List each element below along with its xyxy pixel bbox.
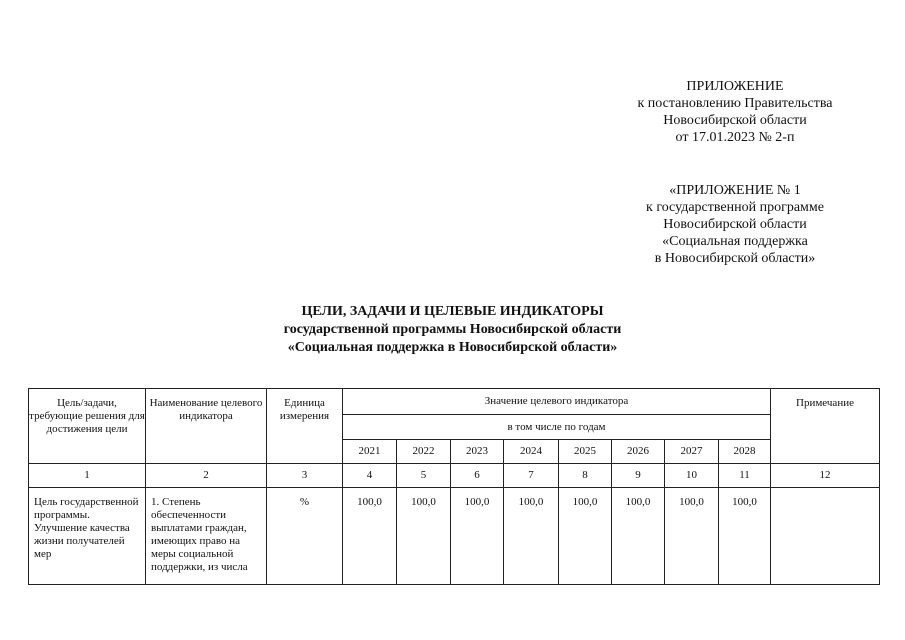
column-number: 4 xyxy=(343,464,397,488)
appendix-line: «Социальная поддержка xyxy=(662,234,808,249)
header-year: 2021 xyxy=(343,440,397,464)
value-cell: 100,0 xyxy=(665,488,719,585)
header-year: 2026 xyxy=(612,440,665,464)
header-by-year: в том числе по годам xyxy=(343,415,771,440)
table-row xyxy=(29,488,880,585)
column-number: 10 xyxy=(665,464,719,488)
column-number: 12 xyxy=(771,464,880,488)
column-number: 5 xyxy=(397,464,451,488)
appendix-line: к постановлению Правительства xyxy=(637,96,833,111)
appendix-line: от 17.01.2023 № 2-п xyxy=(675,130,795,145)
column-number: 1 xyxy=(29,464,146,488)
value-cell: 100,0 xyxy=(612,488,665,585)
column-number: 2 xyxy=(146,464,267,488)
header-year: 2027 xyxy=(665,440,719,464)
column-number-row xyxy=(29,464,880,488)
value-cell: 100,0 xyxy=(719,488,771,585)
indicator-cell: 1. Степень обеспеченности выплатами граждан, имеющих право на меры социальной поддержки, из числа xyxy=(146,488,267,585)
appendix-line: Новосибирской области xyxy=(663,113,807,128)
header-unit: Единица измерения xyxy=(267,389,343,464)
header-goal: Цель/задачи, требующие решения для достижения цели xyxy=(29,389,146,464)
column-number: 9 xyxy=(612,464,665,488)
value-cell: 100,0 xyxy=(559,488,612,585)
title-line: ЦЕЛИ, ЗАДАЧИ И ЦЕЛЕВЫЕ ИНДИКАТОРЫ xyxy=(301,304,604,319)
note-cell xyxy=(771,488,880,585)
header-indicator: Наименование целевого индикатора xyxy=(146,389,267,464)
document-title xyxy=(0,303,905,357)
appendix-government-resolution xyxy=(600,78,870,146)
header-year: 2024 xyxy=(504,440,559,464)
header-year: 2023 xyxy=(451,440,504,464)
appendix-state-program xyxy=(600,182,870,267)
appendix-line: Новосибирской области xyxy=(663,217,807,232)
value-cell: 100,0 xyxy=(451,488,504,585)
value-cell: 100,0 xyxy=(504,488,559,585)
value-cell: 100,0 xyxy=(397,488,451,585)
column-number: 6 xyxy=(451,464,504,488)
appendix-line: в Новосибирской области» xyxy=(654,251,816,266)
column-number: 11 xyxy=(719,464,771,488)
header-note: Примечание xyxy=(771,389,880,464)
header-year: 2022 xyxy=(397,440,451,464)
goal-cell: Цель государственной программы. Улучшение качества жизни получателей мер xyxy=(29,488,146,585)
header-year: 2025 xyxy=(559,440,612,464)
column-number: 8 xyxy=(559,464,612,488)
value-cell: 100,0 xyxy=(343,488,397,585)
title-line: «Социальная поддержка в Новосибирской области» xyxy=(287,340,618,355)
title-line: государственной программы Новосибирской области xyxy=(283,322,622,337)
column-number: 3 xyxy=(267,464,343,488)
unit-cell: % xyxy=(267,488,343,585)
column-number: 7 xyxy=(504,464,559,488)
appendix-line: ПРИЛОЖЕНИЕ xyxy=(686,79,784,94)
appendix-line: «ПРИЛОЖЕНИЕ № 1 xyxy=(669,183,801,198)
indicators-table xyxy=(28,388,880,585)
header-year: 2028 xyxy=(719,440,771,464)
appendix-line: к государственной программе xyxy=(646,200,824,215)
header-indicator-value: Значение целевого индикатора xyxy=(343,389,771,415)
